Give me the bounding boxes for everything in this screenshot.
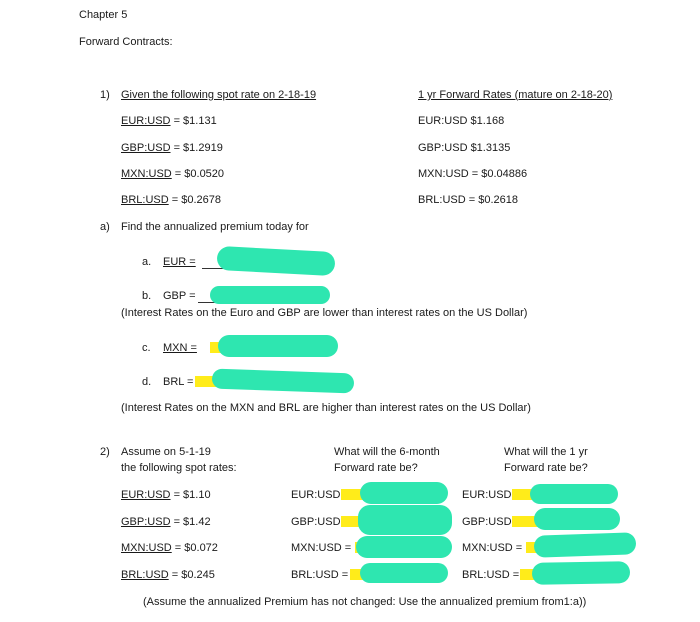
item-brl-label: BRL = bbox=[163, 376, 194, 388]
q2-spot-mxn: MXN:USD = $0.072 bbox=[121, 542, 218, 554]
note-mxn-brl: (Interest Rates on the MXN and BRL are higher than interest rates on the US Dollar) bbox=[121, 402, 531, 414]
brl-answer-redaction bbox=[212, 369, 355, 394]
forward-row-mxn: MXN:USD = $0.04886 bbox=[418, 168, 528, 180]
one-year-mxn-redaction bbox=[534, 532, 637, 558]
one-year-brl-label: BRL:USD = bbox=[462, 569, 520, 581]
q2-spot-brl: BRL:USD = $0.245 bbox=[121, 569, 215, 581]
forward-row-brl: BRL:USD = $0.2618 bbox=[418, 194, 518, 206]
gbp-answer-redaction bbox=[210, 286, 330, 304]
item-eur-marker: a. bbox=[142, 256, 152, 268]
item-gbp-label: GBP = bbox=[163, 290, 196, 302]
part-a-letter: a) bbox=[100, 221, 110, 233]
part-a-prompt: Find the annualized premium today for bbox=[121, 221, 309, 233]
spot-row-brl: BRL:USD = $0.2678 bbox=[121, 194, 221, 206]
six-month-eur-label: EUR:USD bbox=[291, 489, 341, 501]
section-title: Forward Contracts: bbox=[79, 36, 173, 48]
spot-rate-heading: Given the following spot rate on 2-18-19 bbox=[121, 89, 317, 101]
six-month-mxn-redaction bbox=[356, 536, 452, 558]
item-mxn-marker: c. bbox=[142, 342, 151, 354]
six-month-eur-redaction bbox=[360, 482, 448, 504]
mxn-answer-redaction bbox=[218, 335, 338, 357]
six-month-gbp-redaction bbox=[358, 505, 452, 535]
question-1-number: 1) bbox=[100, 89, 110, 101]
one-year-brl-redaction bbox=[532, 561, 630, 585]
forward-row-gbp: GBP:USD $1.3135 bbox=[418, 142, 511, 154]
assume-line-1: Assume on 5-1-19 bbox=[121, 446, 211, 458]
spot-row-gbp: GBP:USD = $1.2919 bbox=[121, 142, 223, 154]
one-year-header-1: What will the 1 yr bbox=[504, 446, 588, 458]
spot-row-mxn: MXN:USD = $0.0520 bbox=[121, 168, 225, 180]
item-brl-marker: d. bbox=[142, 376, 152, 388]
item-gbp-marker: b. bbox=[142, 290, 152, 302]
six-month-header-2: Forward rate be? bbox=[334, 462, 418, 474]
assume-line-2: the following spot rates: bbox=[121, 462, 237, 474]
note-euro-gbp: (Interest Rates on the Euro and GBP are lower than interest rates on the US Dollar) bbox=[121, 307, 528, 319]
six-month-brl-label: BRL:USD = bbox=[291, 569, 349, 581]
one-year-eur-redaction bbox=[530, 484, 618, 504]
forward-rate-heading: 1 yr Forward Rates (mature on 2-18-20) bbox=[418, 89, 613, 101]
chapter-title: Chapter 5 bbox=[79, 9, 128, 21]
one-year-mxn-label: MXN:USD = bbox=[462, 542, 523, 554]
item-eur-label: EUR = bbox=[163, 256, 196, 268]
one-year-gbp-label: GBP:USD bbox=[462, 516, 512, 528]
six-month-gbp-label: GBP:USD bbox=[291, 516, 341, 528]
one-year-eur-label: EUR:USD bbox=[462, 489, 512, 501]
q2-spot-eur: EUR:USD = $1.10 bbox=[121, 489, 211, 501]
item-mxn-label: MXN = bbox=[163, 342, 197, 354]
one-year-gbp-redaction bbox=[534, 508, 620, 530]
six-month-brl-redaction bbox=[360, 563, 448, 583]
question-2-number: 2) bbox=[100, 446, 110, 458]
forward-row-eur: EUR:USD $1.168 bbox=[418, 115, 505, 127]
six-month-header-1: What will the 6-month bbox=[334, 446, 440, 458]
spot-row-eur: EUR:USD = $1.131 bbox=[121, 115, 217, 127]
six-month-mxn-label: MXN:USD = bbox=[291, 542, 352, 554]
q2-spot-gbp: GBP:USD = $1.42 bbox=[121, 516, 211, 528]
eur-answer-redaction bbox=[216, 246, 335, 276]
one-year-header-2: Forward rate be? bbox=[504, 462, 588, 474]
q2-footer-note: (Assume the annualized Premium has not changed: Use the annualized premium from1:a)) bbox=[143, 596, 587, 608]
